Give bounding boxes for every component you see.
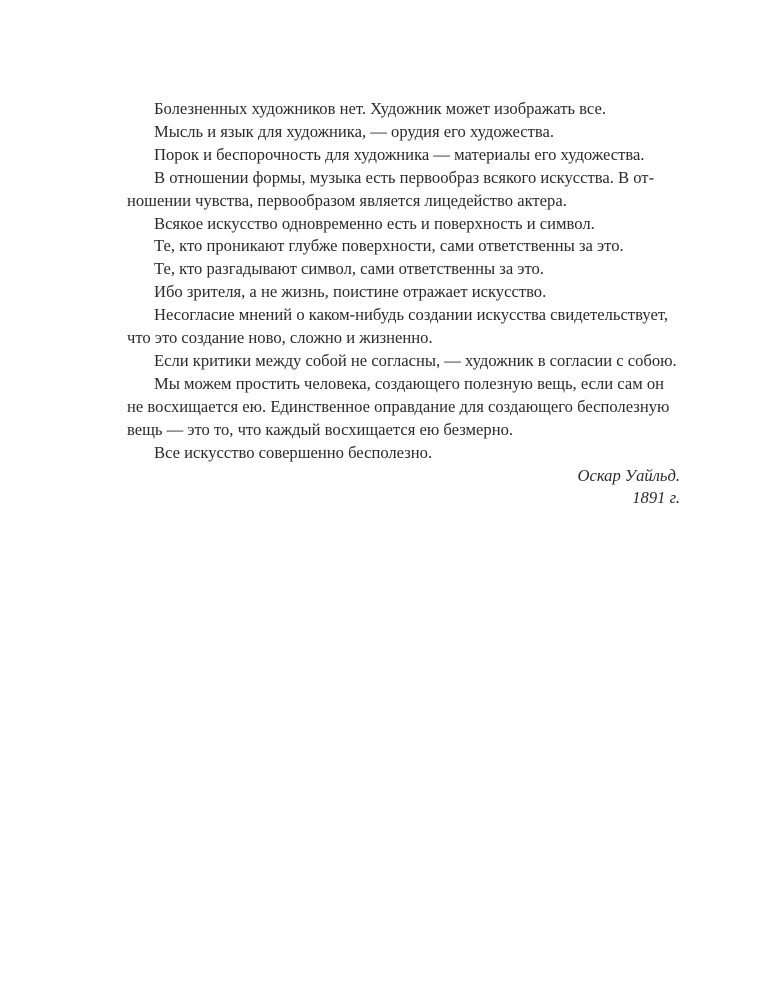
text-line: В отношении формы, музыка есть первообраз всякого искусства. В от-	[154, 167, 655, 187]
text-line: Ибо зрителя, а не жизнь, поистине отражает искусство.	[154, 282, 547, 302]
signature-author: Оскар Уайльд.	[577, 465, 680, 485]
paragraph	[127, 144, 680, 167]
paragraph	[127, 442, 680, 465]
text-line: Те, кто проникают глубже поверхности, сами ответственны за это.	[154, 236, 624, 256]
signature-year: 1891 г.	[632, 488, 680, 508]
text-line: ношении чувства, первообразом является лицедейство актера.	[127, 190, 567, 210]
text-line: вещь — это то, что каждый восхищается ею безмерно.	[127, 419, 514, 439]
text-line: Всякое искусство одновременно есть и поверхность и символ.	[154, 213, 595, 233]
paragraph	[127, 213, 680, 236]
paragraph	[127, 235, 680, 258]
paragraph	[127, 258, 680, 281]
text-line: Если критики между собой не согласны, — художник в согласии с собою.	[154, 350, 677, 370]
text-line: что это создание ново, сложно и жизненно.	[127, 328, 433, 348]
text-line: Все искусство совершенно бесполезно.	[154, 442, 433, 462]
text-line: Мы можем простить человека, создающего полезную вещь, если сам он	[154, 373, 665, 393]
text-line: Те, кто разгадывают символ, сами ответственны за это.	[154, 259, 544, 279]
text-line: Порок и беспорочность для художника — материалы его художества.	[154, 144, 645, 164]
paragraph	[127, 373, 680, 442]
paragraph	[127, 98, 680, 121]
text-line: Несогласие мнений о каком-нибудь создании искусства свидетельствует,	[154, 305, 668, 325]
paragraph	[127, 350, 680, 373]
paragraph	[127, 304, 680, 350]
paragraph	[127, 281, 680, 304]
text-line: Мысль и язык для художника, — орудия его художества.	[154, 121, 554, 141]
text-line: не восхищается ею. Единственное оправдание для создающего бесполезную	[127, 396, 670, 416]
preface-text	[127, 98, 680, 510]
text-line: Болезненных художников нет. Художник может изображать все.	[154, 99, 606, 118]
paragraph	[127, 121, 680, 144]
paragraph	[127, 167, 680, 213]
